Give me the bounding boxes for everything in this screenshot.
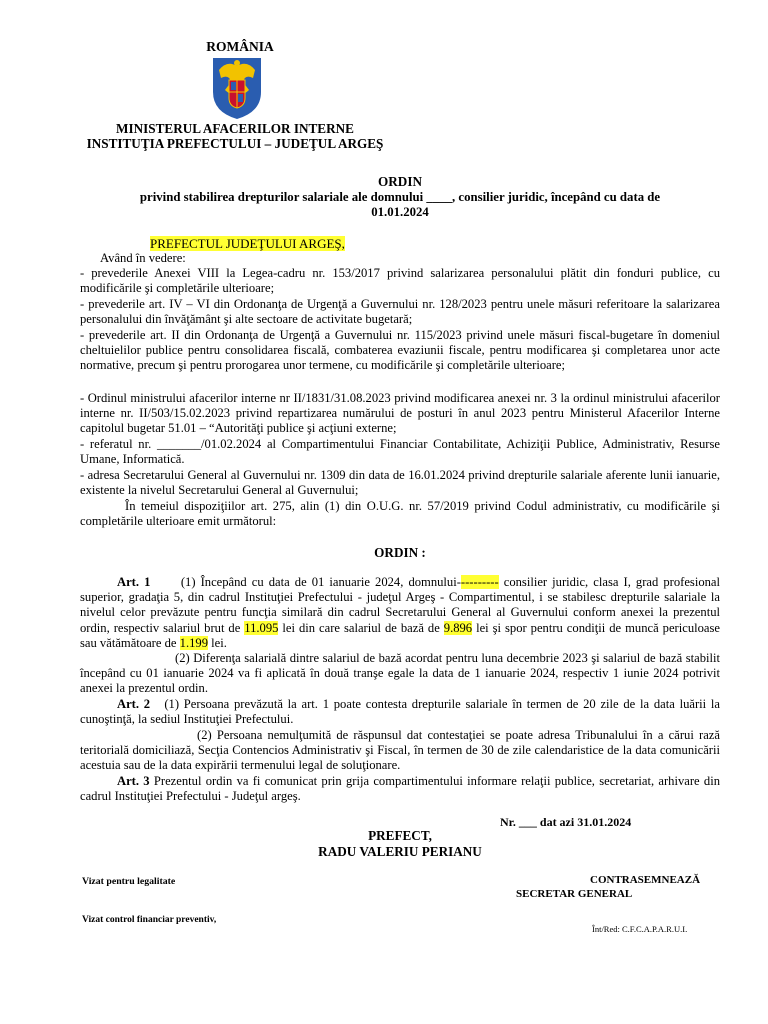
signatory-role: PREFECT, <box>368 828 432 843</box>
consideration-5: - referatul nr. _______/01.02.2024 al Compartimentului Financiar Contabilitate, Achiziţii Publice, Administrativ, Resurse Umane, Informatică. <box>80 437 720 467</box>
document-subject-line2: 01.01.2024 <box>371 205 429 219</box>
order-heading: ORDIN : <box>374 545 426 560</box>
hazard-bonus-value: 1.199 <box>179 635 208 650</box>
article-2-paragraph-2: (2) Persoana nemulţumită de răspunsul dat contestaţiei se poate adresa Tribunalului în a cărui rază teritorială domiciliază, Secţia Contencios Administrativ şi Fiscal, în termen de 30 de zile calendaristice de la data comunicării acestuia sau de la data expirării termenului legal de soluţionare. <box>80 728 720 773</box>
article-3-paragraph <box>80 774 720 804</box>
issuer-line <box>150 236 345 252</box>
article-2-paragraph-1 <box>80 697 720 727</box>
country-name: ROMÂNIA <box>206 39 274 54</box>
document-title: ORDIN <box>378 174 422 189</box>
consideration-1: - prevederile Anexei VIII la Legea-cadru nr. 153/2017 privind salarizarea personalului plătit din fonduri publice, cu modificările şi completările ulterioare; <box>80 266 720 296</box>
article-1-paragraph-2: (2) Diferenţa salarială dintre salariul de bază acordat pentru luna decembrie 2023 şi salariul de bază stabilit începând cu 01 ianuarie 2024 va fi aplicată în două tranşe egale la data de 1 ianuarie 2024, respectiv 1 iunie 2024 potrivit anexei la prezentul ordin. <box>80 651 720 696</box>
art1-text-d: lei şi spor pentru condiţii de muncă periculoase sau vătămătoare de <box>80 620 720 650</box>
legality-visa: Vizat pentru legalitate <box>82 876 176 887</box>
considering-intro: Având în vedere: <box>100 251 186 265</box>
financial-control-visa: Vizat control financiar preventiv, <box>82 915 217 925</box>
legal-basis: În temeiul dispoziţiilor art. 275, alin (1) din O.U.G. nr. 57/2019 privind Codul administrativ, cu modificările şi completările ulterioare emit următorul: <box>80 499 720 529</box>
romania-coat-of-arms-icon <box>209 56 265 120</box>
issuer-highlight: PREFECTUL JUDEŢULUI ARGEŞ, <box>150 236 345 251</box>
countersign-label: CONTRASEMNEAZĂ <box>590 874 701 886</box>
institution-name: INSTITUŢIA PREFECTULUI – JUDEŢUL ARGEŞ <box>86 136 384 151</box>
art1-text-e: lei. <box>208 635 227 650</box>
consideration-3: - prevederile art. II din Ordonanţa de Urgenţă a Guvernului nr. 115/2023 privind unele măsuri fiscal-bugetare în domeniul cheltuielilor publice pentru consolidarea fiscală, combaterea evaziunii fiscale, pentru modificarea şi completarea unor acte normative, precum şi pentru prorogarea unor termene, cu modificările şi completările ulterioare; <box>80 328 720 373</box>
art1-text-c: lei din care salariul de bază de <box>278 620 444 635</box>
consideration-2: - prevederile art. IV – VI din Ordonanţa de Urgenţă a Guvernului nr. 128/2023 pentru unele măsuri referitoare la salarizarea personalului din învăţământ şi alte sectoare de activitate bugetară; <box>80 297 720 327</box>
order-number-date: Nr. ___ dat azi 31.01.2024 <box>500 815 632 829</box>
art1-text-b: consilier juridic, clasa I, grad profesional superior, gradaţia 5, din cadrul Instituţiei Prefectului - judeţul Argeş - Compartimentul, i se stabilesc drepturile salariale la nivelul celor prevăzute pentru funcţia similară din cadrul Secretarului General al Guvernului conform anexei la prezentul ordin, respectiv salariul brut de <box>80 575 721 635</box>
consideration-6: - adresa Secretarului General al Guvernului nr. 1309 din data de 16.01.2024 privind drepturile salariale aferente lunii ianuarie, existente la nivelul Secretarului General al Guvernului; <box>80 468 720 498</box>
article-1-paragraph-1 <box>80 575 720 651</box>
base-salary-value: 9.896 <box>443 620 473 635</box>
art1-text-a: (1) Începând cu data de 01 ianuarie 2024, domnului- <box>180 575 461 589</box>
drafted-by: Înt/Red: C.F.C.A.P.A.R.U.I. <box>592 924 688 934</box>
article-2-label: Art. 2 <box>117 697 151 711</box>
employee-name-blank: --------- <box>460 575 499 589</box>
article-3-label: Art. 3 <box>117 774 150 788</box>
ministry-name: MINISTERUL AFACERILOR INTERNE <box>116 121 354 136</box>
consideration-4: - Ordinul ministrului afacerilor interne nr II/1831/31.08.2023 privind modificarea anexei nr. 3 la ordinul ministrului afacerilor interne nr. II/503/15.02.2023 privind repartizarea numărului de posturi în anul 2023 pentru Ministerul Afacerilor Interne capitolul bugetar 51.01 – “Autorităţi publice şi acţiuni externe; <box>80 391 720 436</box>
art3-text: Prezentul ordin va fi comunicat prin grija compartimentului informare relaţii publice, secretariat, arhivare din cadrul Instituţiei Prefectului - Judeţul argeş. <box>80 774 720 804</box>
art2-text-1: (1) Persoana prevăzută la art. 1 poate contesta drepturile salariale în termen de 20 zile de la data luării la cunoştinţă, la sediul Instituţiei Prefectului. <box>80 697 720 727</box>
gross-salary-value: 11.095 <box>244 620 279 635</box>
document-subject-line1: privind stabilirea drepturilor salariale ale domnului ____, consilier juridic, începând cu data de <box>139 190 661 204</box>
signatory-name: RADU VALERIU PERIANU <box>318 844 482 859</box>
secretary-general-label: SECRETAR GENERAL <box>516 888 633 900</box>
article-1-label: Art. 1 <box>117 575 151 589</box>
